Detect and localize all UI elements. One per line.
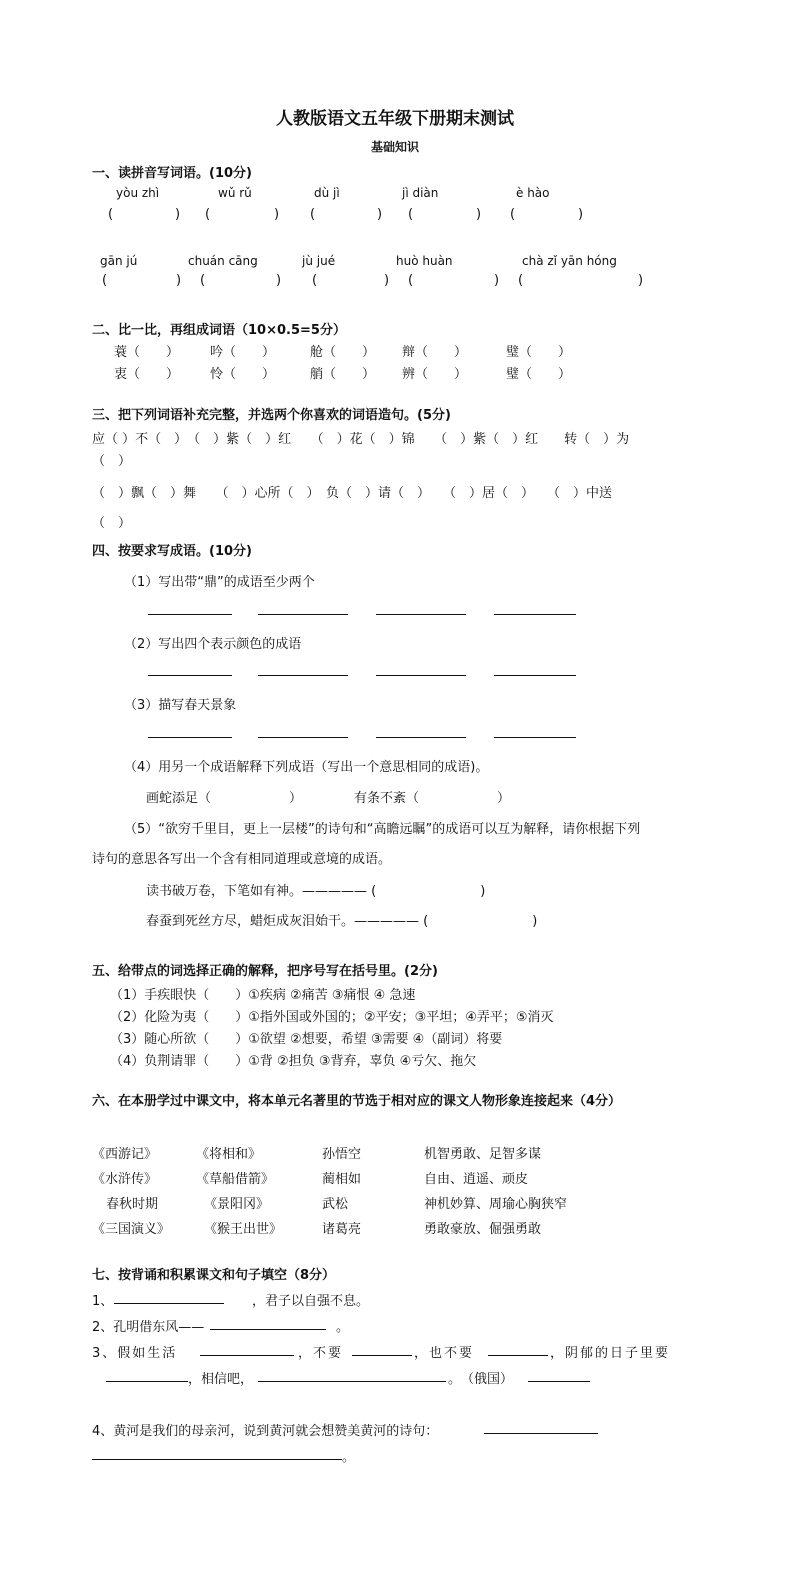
lesson-item: 《将相和》 xyxy=(196,1147,262,1162)
question-4-5: （5）“欲穷千里目，更上一层楼”的诗句和“高瞻远瞩”的成语可以互为解释，请你根据下列 xyxy=(124,822,641,837)
answer-line xyxy=(484,1433,598,1434)
answer-line xyxy=(258,675,348,676)
question-7-2-text: 2、孔明借东风—— xyxy=(92,1320,205,1335)
section-1-heading: 一、读拼音写词语。(10分) xyxy=(92,166,252,181)
character-item: 诸葛亮 xyxy=(322,1222,362,1237)
trait-item: 机智勇敢、足智多谋 xyxy=(424,1147,542,1162)
pinyin-10: chà zǐ yān hóng xyxy=(522,254,617,268)
page-title: 人教版语文五年级下册期末测试 xyxy=(276,109,514,129)
question-4-5-cont: 诗句的意思各写出一个含有相同道理或意境的成语。 xyxy=(92,852,392,867)
blank-paren: ) xyxy=(377,207,383,222)
answer-line xyxy=(528,1381,590,1382)
pinyin-2: wǔ rǔ xyxy=(218,186,252,200)
char-item: 衷（ ） xyxy=(114,367,180,382)
char-item: 辩（ ） xyxy=(402,345,468,360)
blank-paren: ( xyxy=(108,207,114,222)
question-7-3-a: 3、假如生活 xyxy=(92,1346,178,1361)
answer-line xyxy=(114,1303,224,1304)
blank-paren: ( xyxy=(518,273,524,288)
lesson-item: 《景阳冈》 xyxy=(204,1197,270,1212)
section-2-heading: 二、比一比，再组成词语（10×0.5=5分） xyxy=(92,323,346,338)
answer-line xyxy=(148,614,232,615)
question-4-3: （3）描写春天景象 xyxy=(124,698,237,713)
question-5-1: （1）手疾眼快（ ）①疾病 ②痛苦 ③痛恨 ④ 急速 xyxy=(110,988,416,1003)
blank-paren: ( xyxy=(200,273,206,288)
answer-line xyxy=(210,1329,326,1330)
page-subtitle: 基础知识 xyxy=(370,140,419,154)
lesson-item: 《草船借箭》 xyxy=(196,1172,275,1187)
char-item: 蓑（ ） xyxy=(114,345,180,360)
pinyin-1: yòu zhì xyxy=(116,186,160,200)
char-item: 吟（ ） xyxy=(210,345,276,360)
pinyin-3: dù jì xyxy=(314,186,340,200)
blank-paren: ( xyxy=(408,207,414,222)
question-7-1-text: ，君子以自强不息。 xyxy=(252,1294,370,1309)
answer-line xyxy=(488,1355,548,1356)
answer-line xyxy=(258,737,348,738)
question-4-1: （1）写出带“鼎”的成语至少两个 xyxy=(124,575,315,590)
answer-line xyxy=(352,1355,412,1356)
question-7-3-f: 。 （俄国） xyxy=(448,1372,514,1387)
answer-line xyxy=(200,1355,294,1356)
blank-paren: ( xyxy=(312,273,318,288)
question-4-2: （2）写出四个表示颜色的成语 xyxy=(124,637,302,652)
section-7-heading: 七、按背诵和积累课文和句子填空（8分） xyxy=(92,1268,336,1283)
blank-paren: ) xyxy=(638,273,644,288)
answer-line xyxy=(376,675,466,676)
blank-paren: ) xyxy=(578,207,584,222)
answer-line xyxy=(148,737,232,738)
char-item: 舱（ ） xyxy=(310,345,376,360)
trait-item: 神机妙算、周瑜心胸狭窄 xyxy=(424,1197,568,1212)
blank-paren: ) xyxy=(176,273,182,288)
section-6-heading: 六、在本册学过中课文中，将本单元名著里的节选于相对应的课文人物形象连接起来（4分） xyxy=(92,1094,622,1109)
pinyin-8: jù jué xyxy=(302,254,336,268)
question-7-4-end: 。 xyxy=(342,1450,356,1465)
blank-paren: ( xyxy=(102,273,108,288)
character-item: 武松 xyxy=(322,1197,349,1212)
question-4-4: （4）用另一个成语解释下列成语（写出一个意思相同的成语)。 xyxy=(124,760,489,775)
question-4-5c: 读书破万卷，下笔如有神。————— ( ) xyxy=(146,884,486,899)
answer-line xyxy=(494,675,576,676)
blank-paren: ) xyxy=(384,273,390,288)
section-3-heading: 三、把下列词语补充完整，并选两个你喜欢的词语造句。(5分) xyxy=(92,408,451,423)
question-7-3-c: ，也不要 xyxy=(414,1346,475,1361)
char-item: 怜（ ） xyxy=(210,367,276,382)
question-5-4: （4）负荆请罪（ ）①背 ②担负 ③背弃，辜负 ④亏欠、拖欠 xyxy=(110,1054,477,1069)
char-item: 艄（ ） xyxy=(310,367,376,382)
question-7-3-b: ，不要 xyxy=(298,1346,344,1361)
pinyin-7: chuán cāng xyxy=(188,254,258,268)
char-item: 璧（ ） xyxy=(506,345,572,360)
fill-line-1b: （ ） xyxy=(92,454,132,469)
question-4-4a: 画蛇添足（ ） xyxy=(146,791,303,806)
question-4-5d: 春蚕到死丝方尽，蜡炬成灰泪始干。————— ( ) xyxy=(146,914,538,929)
char-item: 璧（ ） xyxy=(506,367,572,382)
blank-paren: ) xyxy=(476,207,482,222)
section-5-heading: 五、给带点的词选择正确的解释，把序号写在括号里。(2分) xyxy=(92,964,438,979)
blank-paren: ( xyxy=(205,207,211,222)
fill-line-2: （ ）飘（ ）舞 （ ）心所（ ） 负（ ）请（ ） （ ）居（ ） （ ）中送 xyxy=(92,486,613,501)
answer-line xyxy=(494,737,576,738)
book-item: 《三国演义》 xyxy=(92,1222,171,1237)
blank-paren: ) xyxy=(175,207,181,222)
blank-paren: ( xyxy=(510,207,516,222)
question-5-2: （2）化险为夷（ ）①指外国或外国的；②平安；③平坦；④弄平；⑤消灭 xyxy=(110,1010,554,1025)
answer-line xyxy=(258,1381,446,1382)
blank-paren: ) xyxy=(494,273,500,288)
book-item: 《西游记》 xyxy=(92,1147,158,1162)
fill-line-1: 应（ ）不（ ） （ ）紫（ ）红 （ ）花（ ）锦 （ ）紫（ ）红 转（ ）为 xyxy=(92,432,630,447)
answer-line xyxy=(148,675,232,676)
pinyin-6: gān jú xyxy=(100,254,138,268)
lesson-item: 《猴王出世》 xyxy=(204,1222,283,1237)
question-7-2-end: 。 xyxy=(336,1320,350,1335)
question-5-3: （3）随心所欲（ ）①欲望 ②想要，希望 ③需要 ④（副词）将要 xyxy=(110,1032,503,1047)
answer-line xyxy=(376,614,466,615)
pinyin-4: jì diàn xyxy=(402,186,439,200)
char-item: 辨（ ） xyxy=(402,367,468,382)
book-item: 春秋时期 xyxy=(106,1197,159,1212)
trait-item: 自由、逍遥、顽皮 xyxy=(424,1172,529,1187)
pinyin-9: huò huàn xyxy=(396,254,453,268)
question-7-1-num: 1、 xyxy=(92,1294,114,1309)
answer-line xyxy=(92,1459,342,1460)
character-item: 孙悟空 xyxy=(322,1147,362,1162)
section-4-heading: 四、按要求写成语。(10分) xyxy=(92,544,252,559)
question-7-3-e: ，相信吧， xyxy=(188,1372,254,1387)
book-item: 《水浒传》 xyxy=(92,1172,158,1187)
question-7-4: 4、黄河是我们的母亲河，说到黄河就会想赞美黄河的诗句： xyxy=(92,1424,439,1439)
answer-line xyxy=(106,1381,188,1382)
trait-item: 勇敢豪放、倔强勇敢 xyxy=(424,1222,542,1237)
blank-paren: ( xyxy=(310,207,316,222)
question-7-3-d: ，阴郁的日子里要 xyxy=(550,1346,671,1361)
answer-line xyxy=(258,614,348,615)
answer-line xyxy=(376,737,466,738)
blank-paren: ) xyxy=(274,207,280,222)
blank-paren: ( xyxy=(408,273,414,288)
character-item: 蔺相如 xyxy=(322,1172,362,1187)
question-4-4b: 有条不紊（ ） xyxy=(354,791,511,806)
blank-paren: ) xyxy=(276,273,282,288)
answer-line xyxy=(494,614,576,615)
fill-line-2b: （ ） xyxy=(92,516,132,531)
pinyin-5: è hào xyxy=(516,186,550,200)
